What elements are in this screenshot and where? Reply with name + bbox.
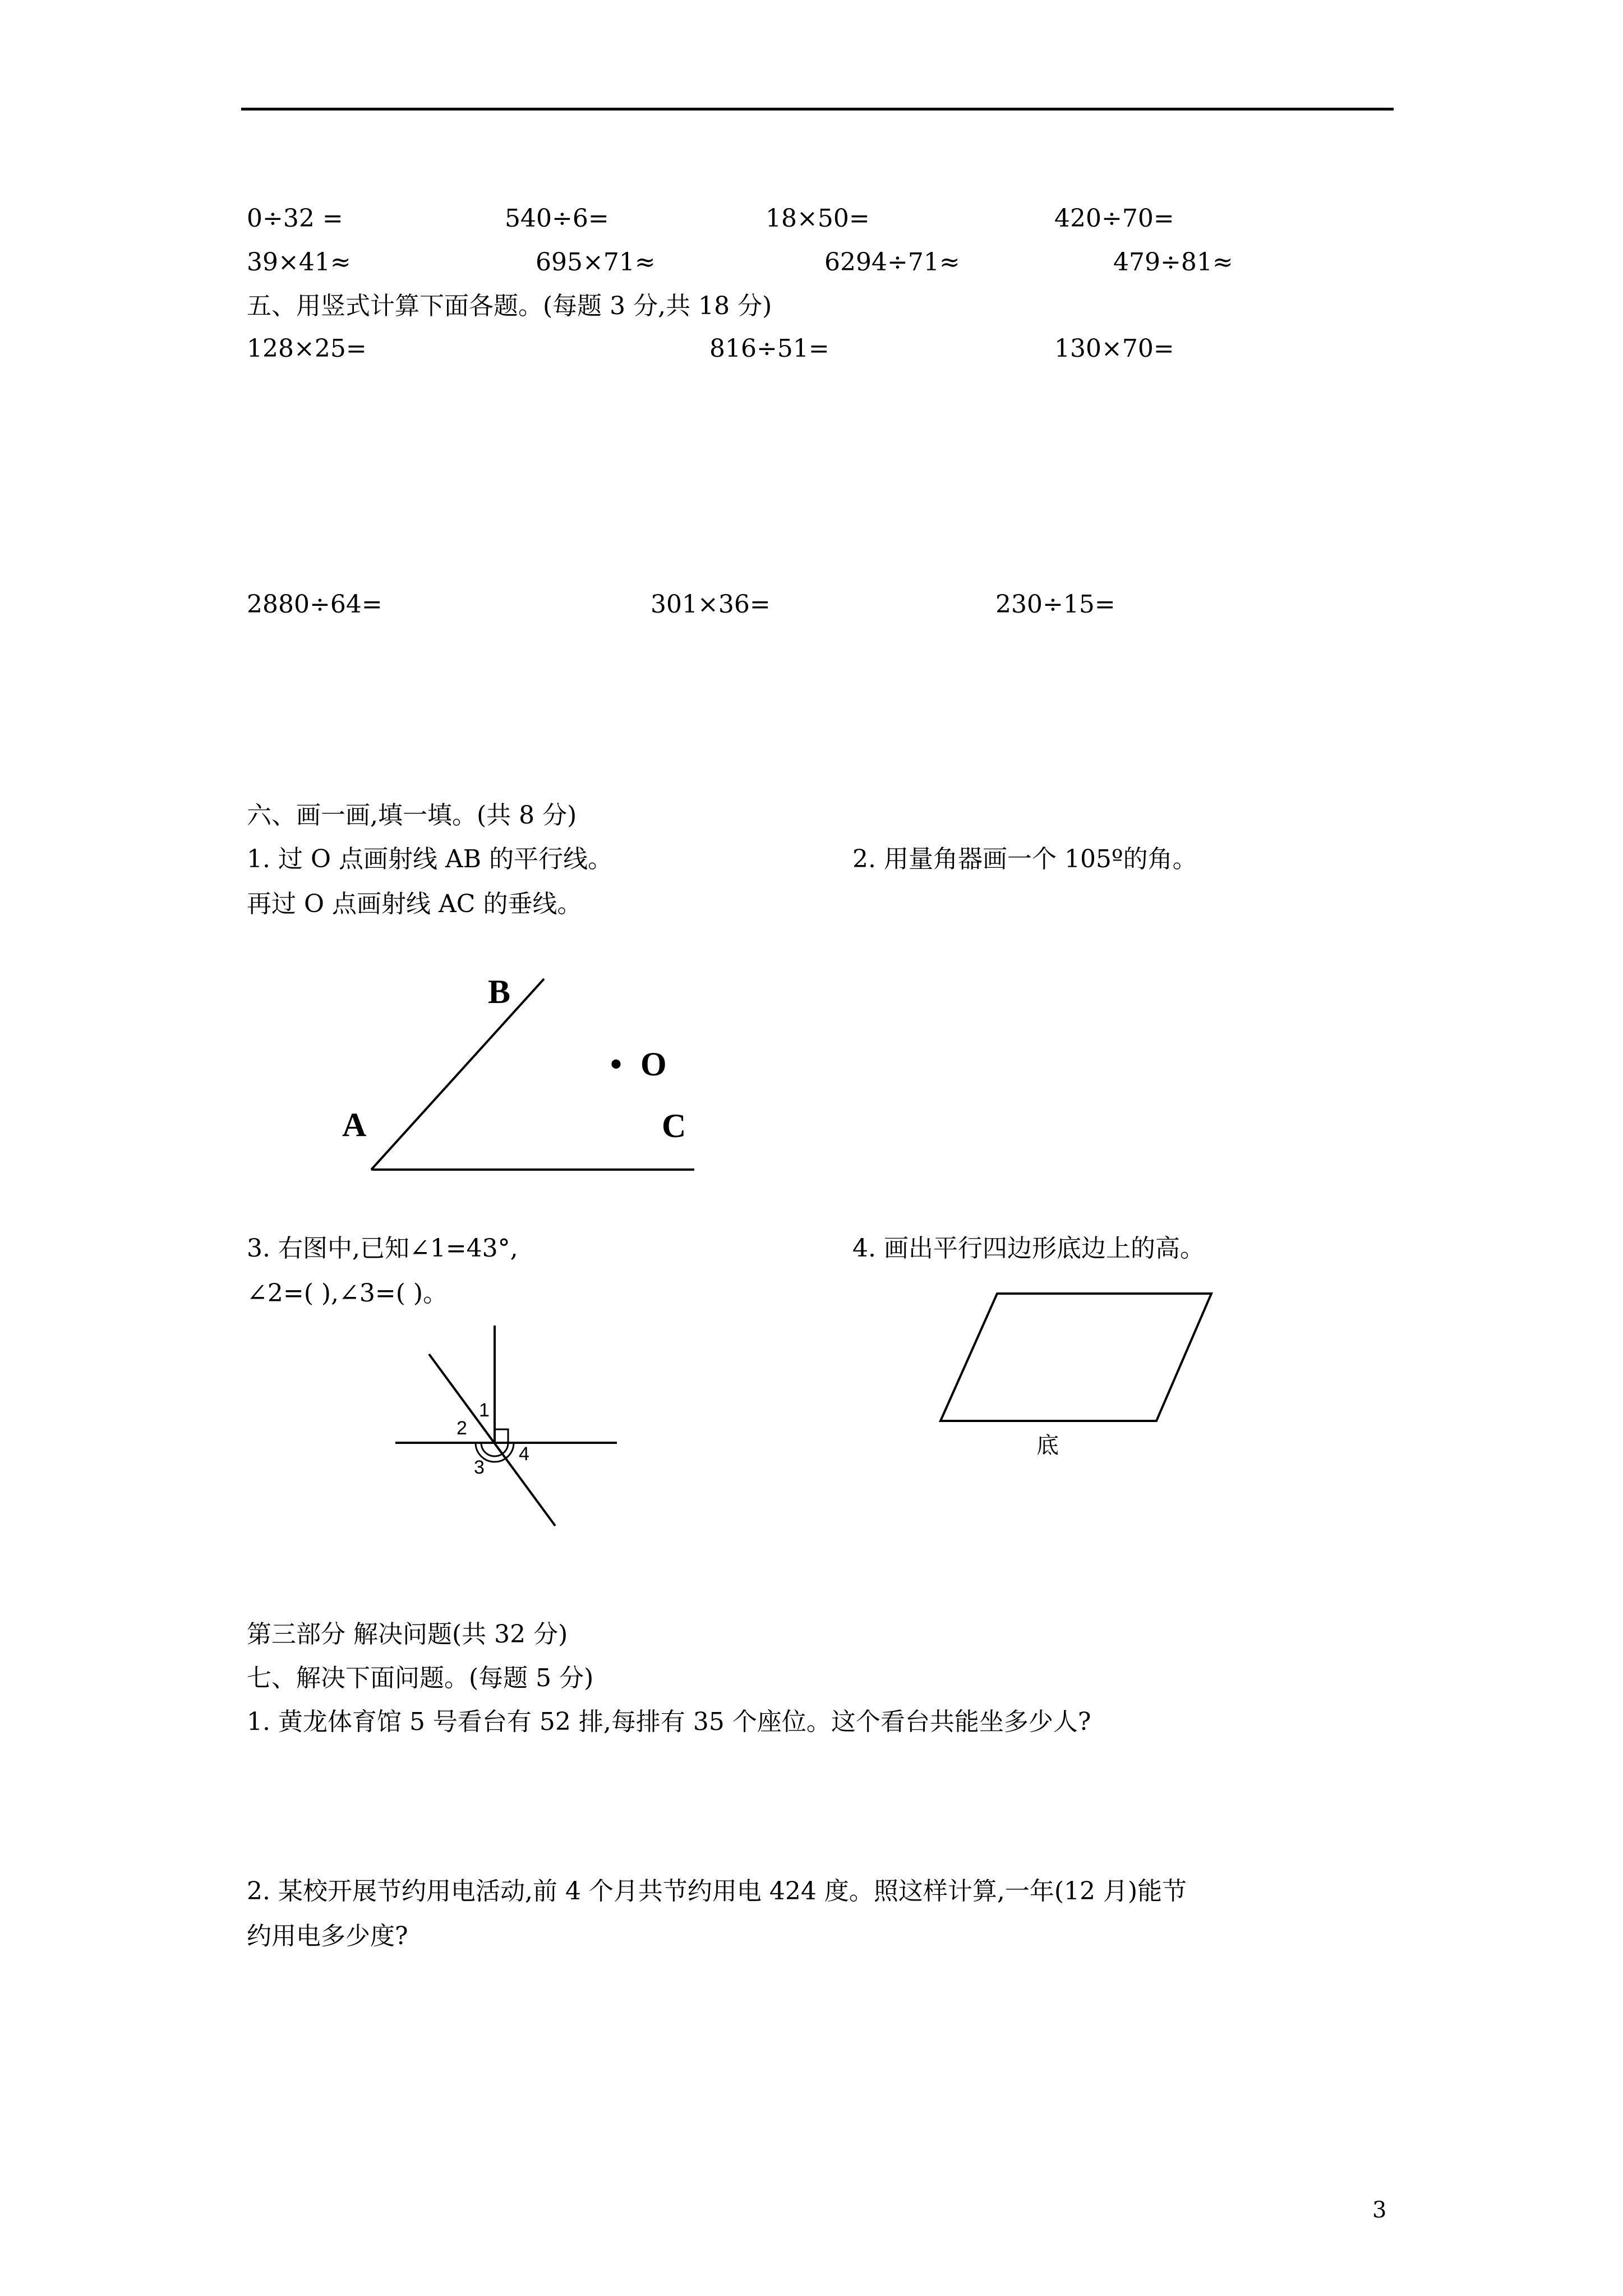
vertical-calc-item: 230÷15= bbox=[995, 590, 1115, 619]
oral-calc-item: 18×50= bbox=[766, 204, 870, 233]
question-text: 1. 过 O 点画射线 AB 的平行线。 bbox=[247, 845, 613, 873]
point-o-dot: • bbox=[610, 1046, 623, 1083]
vertical-calc-item: 130×70= bbox=[1054, 334, 1174, 363]
angle-label-4: 4 bbox=[519, 1443, 529, 1465]
vertical-calc-item: 2880÷64= bbox=[247, 590, 382, 619]
question-text: 2. 某校开展节约用电活动,前 4 个月共节约用电 424 度。照这样计算,一年(12 月)能节 bbox=[247, 1877, 1187, 1906]
oral-calc-item: 695×71≈ bbox=[536, 248, 656, 277]
angle-label-2: 2 bbox=[457, 1418, 467, 1439]
ray-ab-line bbox=[371, 979, 544, 1170]
vertical-calc-item: 301×36= bbox=[651, 590, 771, 619]
question-text: ∠2=( ),∠3=( )。 bbox=[247, 1279, 448, 1308]
question-text: 4. 画出平行四边形底边上的高。 bbox=[852, 1234, 1205, 1263]
question-text: 3. 右图中,已知∠1=43°, bbox=[247, 1234, 518, 1263]
label-a: A bbox=[342, 1106, 367, 1143]
oral-calc-item: 0÷32 = bbox=[247, 204, 343, 233]
section7-title: 七、解决下面问题。(每题 5 分) bbox=[247, 1664, 594, 1692]
part3-title: 第三部分 解决问题(共 32 分) bbox=[247, 1620, 568, 1649]
parallelogram bbox=[940, 1294, 1211, 1421]
vertical-calc-item: 128×25= bbox=[247, 334, 367, 363]
page-number: 3 bbox=[1372, 2197, 1387, 2223]
oral-calc-item: 479÷81≈ bbox=[1113, 248, 1233, 277]
label-b: B bbox=[488, 973, 511, 1010]
section5-title: 五、用竖式计算下面各题。(每题 3 分,共 18 分) bbox=[247, 292, 772, 320]
oral-calc-item: 540÷6= bbox=[505, 204, 609, 233]
question-text: 2. 用量角器画一个 105º的角。 bbox=[852, 845, 1197, 873]
question-text: 再过 O 点画射线 AC 的垂线。 bbox=[247, 890, 582, 918]
diagonal-line bbox=[429, 1354, 555, 1526]
oral-calc-item: 420÷70= bbox=[1054, 204, 1174, 233]
section6-title: 六、画一画,填一填。(共 8 分) bbox=[247, 801, 577, 830]
label-o: O bbox=[640, 1046, 667, 1083]
oral-calc-item: 6294÷71≈ bbox=[824, 248, 960, 277]
angle-label-3: 3 bbox=[474, 1457, 485, 1478]
label-c: C bbox=[662, 1107, 686, 1144]
base-label: 底 bbox=[1036, 1433, 1059, 1458]
oral-calc-item: 39×41≈ bbox=[247, 248, 351, 277]
angle-label-1: 1 bbox=[479, 1400, 490, 1421]
vertical-calc-item: 816÷51= bbox=[709, 334, 829, 363]
question-text: 1. 黄龙体育馆 5 号看台有 52 排,每排有 35 个座位。这个看台共能坐多少人? bbox=[247, 1708, 1091, 1736]
right-angle-mark bbox=[495, 1429, 508, 1443]
question-text: 约用电多少度? bbox=[247, 1922, 408, 1950]
